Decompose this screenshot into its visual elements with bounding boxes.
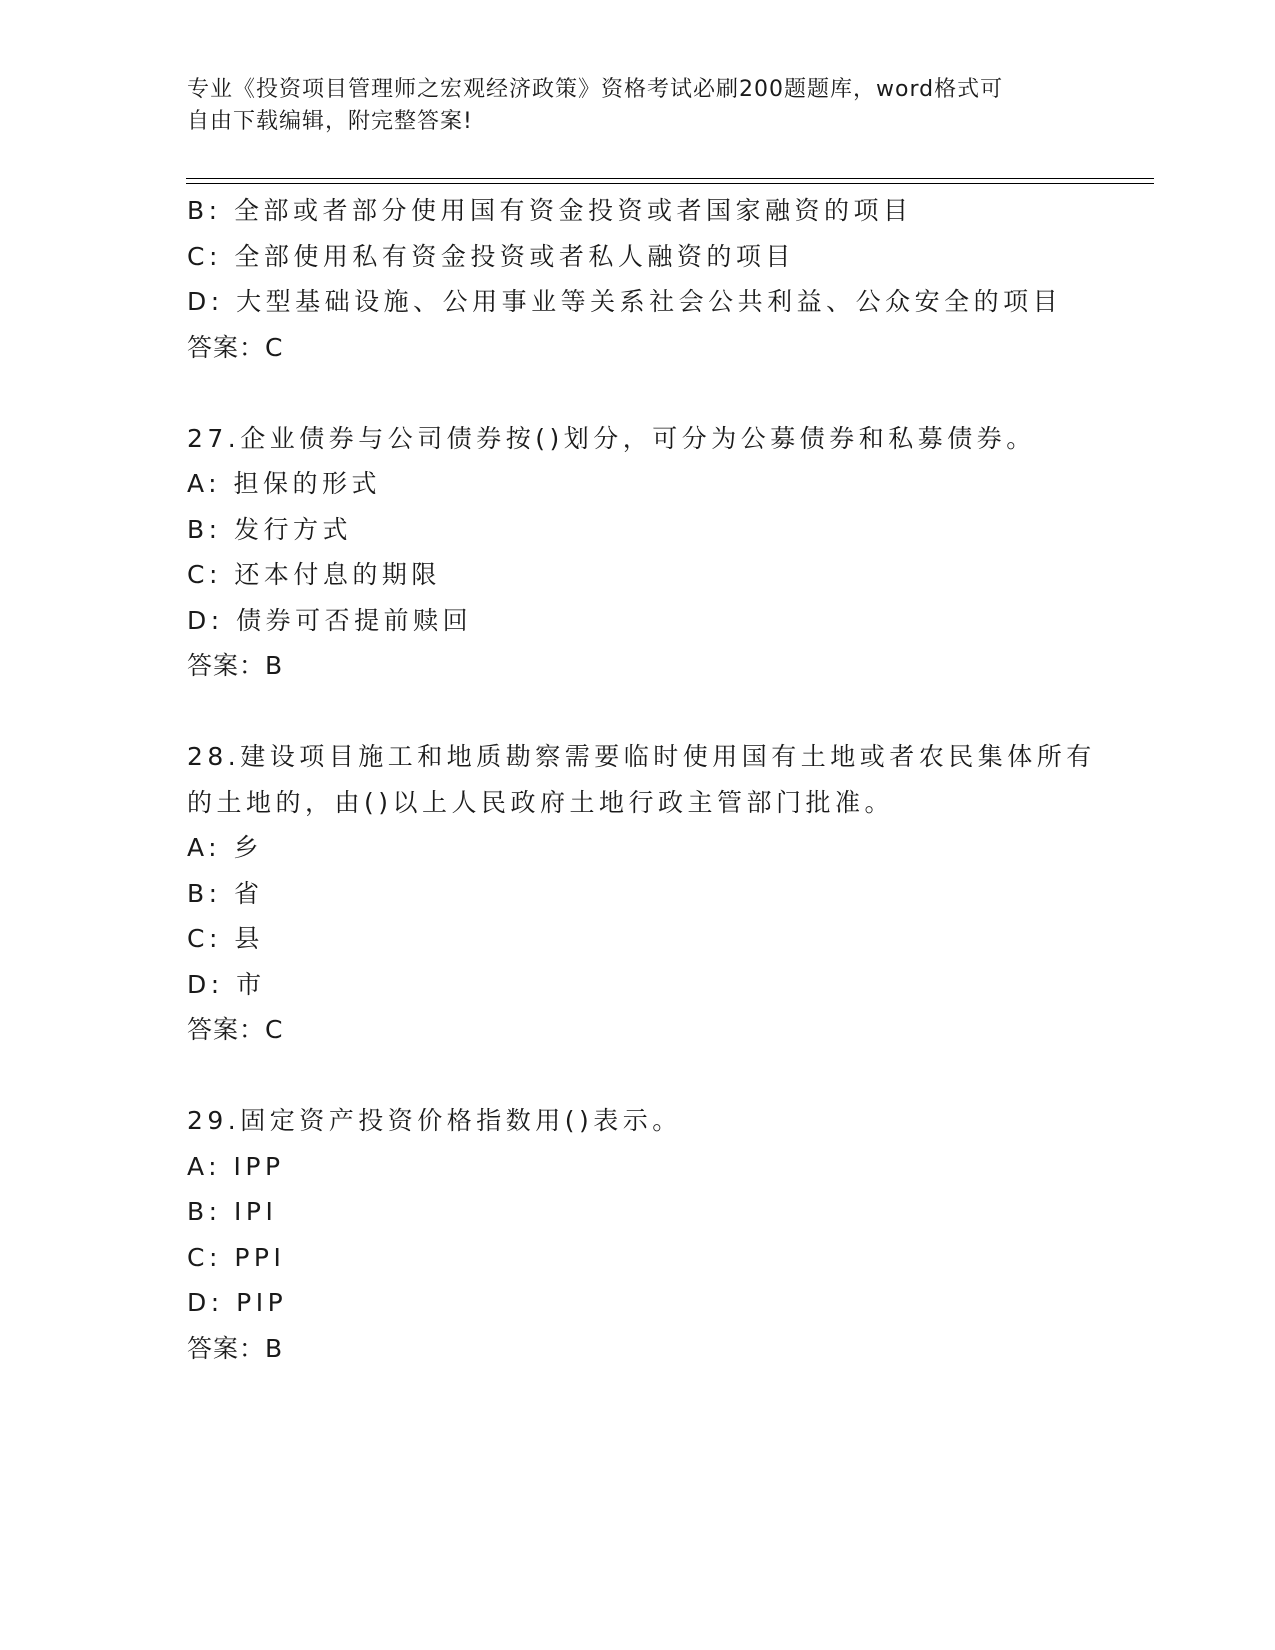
question-stem: 29.固定资产投资价格指数用()表示。 [187,1106,682,1135]
option-b: B: 发行方式 [187,514,353,544]
question-stem-line-2: 的土地的，由()以上人民政府土地行政主管部门批准。 [187,787,895,817]
answer: 答案：C [187,332,284,362]
question-stem-line-1: 28.建设项目施工和地质勘察需要临时使用国有土地或者农民集体所有 [187,742,1096,771]
question-26 [187,188,1107,370]
option-b: B: 省 [187,878,264,908]
spacer [187,1053,1107,1099]
option-b: B: 全部或者部分使用国有资金投资或者国家融资的项目 [187,196,913,225]
spacer [187,689,1107,735]
option-a: A: 乡 [187,833,264,862]
option-a: A: IPP [187,1151,285,1181]
question-list [187,188,1107,1371]
answer: 答案：C [187,1015,284,1044]
option-a: A: 担保的形式 [187,469,382,498]
option-d: D: PIP [187,1288,288,1317]
option-c: C: 县 [187,924,264,953]
question-27 [187,416,1107,689]
option-c: C: PPI [187,1242,286,1272]
header-divider [186,178,1154,184]
question-28 [187,734,1107,1053]
option-c: C: 还本付息的期限 [187,560,441,589]
option-c: C: 全部使用私有资金投资或者私人融资的项目 [187,241,795,271]
header-line-2: 自由下载编辑，附完整答案! [187,109,473,134]
option-b: B: IPI [187,1197,278,1226]
spacer [187,370,1107,416]
question-stem: 27.企业债券与公司债券按()划分，可分为公募债券和私募债券。 [187,423,1036,453]
answer: 答案：B [187,651,284,680]
option-d: D: 债券可否提前赎回 [187,605,473,635]
document-header [187,74,1067,138]
answer: 答案：B [187,1333,284,1363]
question-29 [187,1098,1107,1371]
option-d: D: 大型基础设施、公用事业等关系社会公共利益、公众安全的项目 [187,287,1063,316]
header-line-1: 专业《投资项目管理师之宏观经济政策》资格考试必刷200题题库，word格式可 [187,77,1004,102]
option-d: D: 市 [187,969,266,999]
